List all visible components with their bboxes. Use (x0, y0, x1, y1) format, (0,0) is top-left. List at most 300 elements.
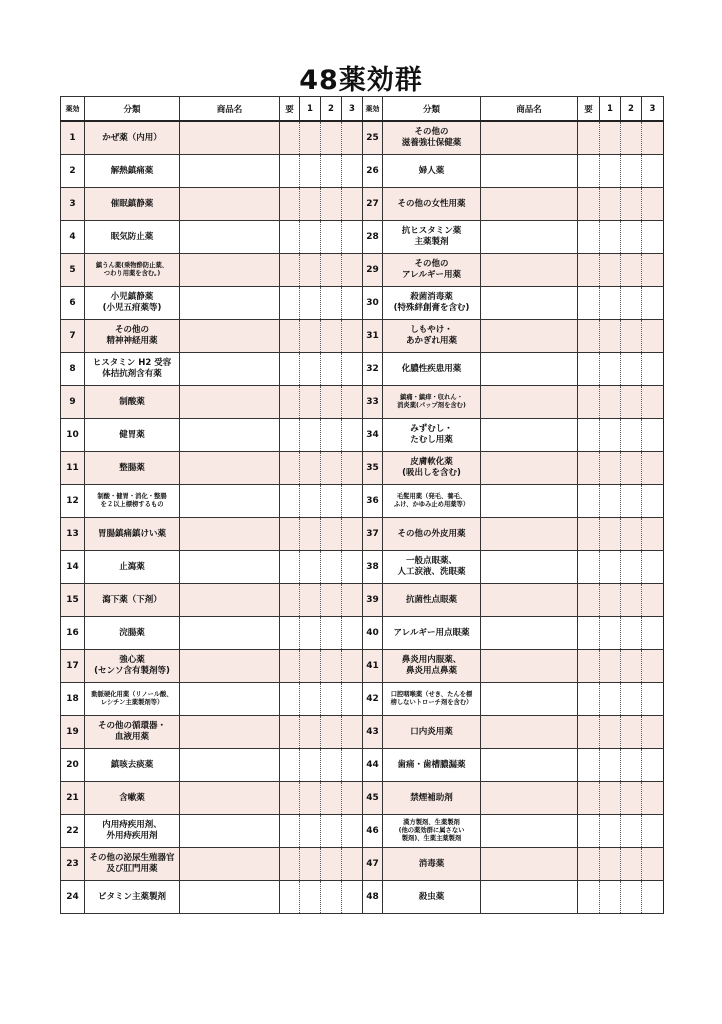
check-cell-3[interactable] (642, 386, 664, 419)
check-cell-3[interactable] (642, 188, 664, 221)
table-row (61, 155, 363, 188)
check-cell-1[interactable] (600, 617, 621, 650)
category-cell: 小児鎮静薬 (小児五疳薬等) (85, 287, 180, 320)
product-name-cell[interactable] (180, 419, 280, 452)
check-cell-2[interactable] (621, 419, 642, 452)
check-cell-1[interactable] (300, 683, 321, 716)
product-name-cell[interactable] (180, 683, 280, 716)
check-cell-2[interactable] (621, 287, 642, 320)
required-cell[interactable] (578, 749, 600, 782)
check-cell-1[interactable] (600, 749, 621, 782)
check-cell-3[interactable] (642, 584, 664, 617)
check-cell-2[interactable] (621, 518, 642, 551)
required-cell[interactable] (578, 353, 600, 386)
category-cell: その他の アレルギー用薬 (383, 254, 481, 287)
check-cell-3[interactable] (342, 848, 363, 881)
product-name-cell[interactable] (180, 452, 280, 485)
table-row (61, 320, 363, 353)
check-cell-1[interactable] (300, 815, 321, 848)
table-row (61, 584, 363, 617)
check-cell-3[interactable] (642, 848, 664, 881)
product-name-cell[interactable] (481, 815, 578, 848)
required-cell[interactable] (578, 650, 600, 683)
product-name-cell[interactable] (481, 650, 578, 683)
table-header-row (363, 97, 664, 122)
check-cell-3[interactable] (642, 221, 664, 254)
product-name-cell[interactable] (481, 485, 578, 518)
check-cell-3[interactable] (342, 815, 363, 848)
check-cell-3[interactable] (342, 155, 363, 188)
drug-table-left (60, 96, 363, 914)
check-cell-2[interactable] (621, 617, 642, 650)
header-check-1: 1 (300, 97, 321, 122)
category-cell: 消毒薬 (383, 848, 481, 881)
check-cell-1[interactable] (600, 254, 621, 287)
check-cell-1[interactable] (300, 155, 321, 188)
required-cell[interactable] (578, 815, 600, 848)
check-cell-2[interactable] (321, 188, 342, 221)
check-cell-3[interactable] (642, 551, 664, 584)
row-number: 3 (61, 188, 85, 221)
check-cell-1[interactable] (300, 485, 321, 518)
check-cell-2[interactable] (321, 848, 342, 881)
check-cell-1[interactable] (600, 485, 621, 518)
product-name-cell[interactable] (481, 551, 578, 584)
product-name-cell[interactable] (481, 221, 578, 254)
table-row (363, 716, 664, 749)
check-cell-1[interactable] (600, 287, 621, 320)
check-cell-1[interactable] (300, 650, 321, 683)
row-number: 30 (363, 287, 383, 320)
row-number: 46 (363, 815, 383, 848)
required-cell[interactable] (280, 749, 300, 782)
category-cell: 殺虫薬 (383, 881, 481, 914)
check-cell-1[interactable] (600, 848, 621, 881)
product-name-cell[interactable] (481, 518, 578, 551)
check-cell-3[interactable] (342, 683, 363, 716)
check-cell-2[interactable] (321, 650, 342, 683)
check-cell-2[interactable] (321, 452, 342, 485)
check-cell-3[interactable] (342, 782, 363, 815)
check-cell-2[interactable] (321, 518, 342, 551)
category-cell: 皮膚軟化薬 (吸出しを含む) (383, 452, 481, 485)
product-name-cell[interactable] (481, 353, 578, 386)
row-number: 14 (61, 551, 85, 584)
check-cell-2[interactable] (321, 221, 342, 254)
check-cell-3[interactable] (642, 287, 664, 320)
check-cell-2[interactable] (621, 353, 642, 386)
product-name-cell[interactable] (180, 287, 280, 320)
header-required: 要 (280, 97, 300, 122)
row-number: 20 (61, 749, 85, 782)
required-cell[interactable] (578, 221, 600, 254)
required-cell[interactable] (578, 518, 600, 551)
category-cell: 催眠鎮静薬 (85, 188, 180, 221)
table-row (61, 254, 363, 287)
check-cell-2[interactable] (621, 155, 642, 188)
check-cell-1[interactable] (600, 419, 621, 452)
table-row (363, 782, 664, 815)
required-cell[interactable] (280, 716, 300, 749)
check-cell-3[interactable] (342, 485, 363, 518)
check-cell-2[interactable] (621, 485, 642, 518)
header-required: 要 (578, 97, 600, 122)
check-cell-1[interactable] (600, 121, 621, 155)
category-cell: その他の女性用薬 (383, 188, 481, 221)
required-cell[interactable] (578, 287, 600, 320)
check-cell-2[interactable] (621, 749, 642, 782)
product-name-cell[interactable] (180, 485, 280, 518)
check-cell-2[interactable] (621, 584, 642, 617)
product-name-cell[interactable] (180, 155, 280, 188)
table-row (61, 353, 363, 386)
product-name-cell[interactable] (481, 155, 578, 188)
check-cell-1[interactable] (300, 782, 321, 815)
check-cell-3[interactable] (642, 716, 664, 749)
required-cell[interactable] (280, 650, 300, 683)
check-cell-2[interactable] (321, 683, 342, 716)
required-cell[interactable] (280, 320, 300, 353)
check-cell-2[interactable] (321, 815, 342, 848)
check-cell-1[interactable] (600, 221, 621, 254)
category-cell: 動脈硬化用薬（リノール酸、 レシチン主薬製剤等） (85, 683, 180, 716)
check-cell-1[interactable] (300, 287, 321, 320)
check-cell-3[interactable] (642, 320, 664, 353)
check-cell-3[interactable] (642, 155, 664, 188)
check-cell-2[interactable] (321, 584, 342, 617)
check-cell-2[interactable] (321, 749, 342, 782)
product-name-cell[interactable] (180, 881, 280, 914)
check-cell-3[interactable] (342, 881, 363, 914)
required-cell[interactable] (578, 716, 600, 749)
required-cell[interactable] (578, 617, 600, 650)
product-name-cell[interactable] (481, 386, 578, 419)
check-cell-1[interactable] (300, 386, 321, 419)
category-cell: ビタミン主薬製剤 (85, 881, 180, 914)
header-no: 薬効 (61, 97, 85, 122)
check-cell-1[interactable] (600, 815, 621, 848)
check-cell-2[interactable] (321, 485, 342, 518)
check-cell-1[interactable] (600, 353, 621, 386)
check-cell-1[interactable] (600, 320, 621, 353)
required-cell[interactable] (578, 683, 600, 716)
check-cell-1[interactable] (300, 518, 321, 551)
product-name-cell[interactable] (481, 749, 578, 782)
header-product: 商品名 (481, 97, 578, 122)
check-cell-3[interactable] (342, 419, 363, 452)
category-cell: 整腸薬 (85, 452, 180, 485)
table-row (363, 121, 664, 155)
check-cell-1[interactable] (600, 386, 621, 419)
required-cell[interactable] (280, 617, 300, 650)
product-name-cell[interactable] (180, 584, 280, 617)
required-cell[interactable] (280, 584, 300, 617)
product-name-cell[interactable] (180, 254, 280, 287)
check-cell-3[interactable] (642, 617, 664, 650)
check-cell-1[interactable] (300, 121, 321, 155)
product-name-cell[interactable] (481, 716, 578, 749)
category-cell: 制酸・健胃・消化・整腸 を２以上標榜するもの (85, 485, 180, 518)
required-cell[interactable] (280, 254, 300, 287)
required-cell[interactable] (578, 320, 600, 353)
product-name-cell[interactable] (180, 551, 280, 584)
check-cell-2[interactable] (321, 254, 342, 287)
product-name-cell[interactable] (180, 386, 280, 419)
required-cell[interactable] (280, 221, 300, 254)
check-cell-2[interactable] (621, 121, 642, 155)
product-name-cell[interactable] (481, 584, 578, 617)
check-cell-3[interactable] (342, 188, 363, 221)
check-cell-1[interactable] (300, 353, 321, 386)
check-cell-1[interactable] (300, 188, 321, 221)
check-cell-2[interactable] (621, 551, 642, 584)
check-cell-1[interactable] (600, 650, 621, 683)
table-row (363, 419, 664, 452)
check-cell-3[interactable] (642, 419, 664, 452)
category-cell: 抗ヒスタミン薬 主薬製剤 (383, 221, 481, 254)
row-number: 17 (61, 650, 85, 683)
check-cell-3[interactable] (342, 121, 363, 155)
required-cell[interactable] (578, 188, 600, 221)
check-cell-3[interactable] (342, 353, 363, 386)
check-cell-2[interactable] (321, 782, 342, 815)
product-name-cell[interactable] (481, 254, 578, 287)
check-cell-1[interactable] (300, 749, 321, 782)
product-name-cell[interactable] (481, 287, 578, 320)
check-cell-2[interactable] (321, 320, 342, 353)
product-name-cell[interactable] (180, 121, 280, 155)
product-name-cell[interactable] (180, 650, 280, 683)
check-cell-2[interactable] (321, 617, 342, 650)
row-number: 11 (61, 452, 85, 485)
check-cell-1[interactable] (600, 155, 621, 188)
required-cell[interactable] (280, 155, 300, 188)
category-cell: その他の循環器・ 血液用薬 (85, 716, 180, 749)
product-name-cell[interactable] (481, 683, 578, 716)
required-cell[interactable] (578, 881, 600, 914)
table-row (61, 551, 363, 584)
check-cell-1[interactable] (600, 716, 621, 749)
required-cell[interactable] (280, 815, 300, 848)
product-name-cell[interactable] (180, 518, 280, 551)
check-cell-3[interactable] (342, 617, 363, 650)
required-cell[interactable] (578, 584, 600, 617)
check-cell-1[interactable] (600, 518, 621, 551)
category-cell: その他の外皮用薬 (383, 518, 481, 551)
required-cell[interactable] (578, 121, 600, 155)
required-cell[interactable] (578, 848, 600, 881)
check-cell-3[interactable] (342, 518, 363, 551)
check-cell-1[interactable] (600, 452, 621, 485)
required-cell[interactable] (280, 881, 300, 914)
check-cell-2[interactable] (321, 551, 342, 584)
check-cell-1[interactable] (600, 188, 621, 221)
check-cell-3[interactable] (642, 815, 664, 848)
check-cell-1[interactable] (300, 848, 321, 881)
product-name-cell[interactable] (481, 881, 578, 914)
check-cell-2[interactable] (621, 683, 642, 716)
required-cell[interactable] (280, 518, 300, 551)
check-cell-1[interactable] (600, 584, 621, 617)
check-cell-3[interactable] (342, 254, 363, 287)
required-cell[interactable] (280, 683, 300, 716)
header-check-3: 3 (342, 97, 363, 122)
header-check-2: 2 (321, 97, 342, 122)
product-name-cell[interactable] (180, 353, 280, 386)
product-name-cell[interactable] (180, 320, 280, 353)
check-cell-1[interactable] (300, 551, 321, 584)
product-name-cell[interactable] (481, 121, 578, 155)
row-number: 21 (61, 782, 85, 815)
table-row (61, 716, 363, 749)
required-cell[interactable] (280, 551, 300, 584)
product-name-cell[interactable] (180, 782, 280, 815)
check-cell-2[interactable] (321, 716, 342, 749)
check-cell-3[interactable] (342, 452, 363, 485)
check-cell-2[interactable] (621, 188, 642, 221)
check-cell-2[interactable] (321, 155, 342, 188)
check-cell-3[interactable] (642, 254, 664, 287)
check-cell-2[interactable] (621, 386, 642, 419)
check-cell-3[interactable] (342, 287, 363, 320)
check-cell-2[interactable] (621, 320, 642, 353)
check-cell-1[interactable] (300, 716, 321, 749)
required-cell[interactable] (280, 287, 300, 320)
check-cell-1[interactable] (300, 584, 321, 617)
table-row (61, 683, 363, 716)
check-cell-2[interactable] (321, 386, 342, 419)
category-cell: アレルギー用点眼薬 (383, 617, 481, 650)
check-cell-3[interactable] (342, 551, 363, 584)
check-cell-2[interactable] (621, 716, 642, 749)
required-cell[interactable] (280, 353, 300, 386)
check-cell-3[interactable] (642, 518, 664, 551)
check-cell-2[interactable] (321, 353, 342, 386)
check-cell-1[interactable] (300, 452, 321, 485)
row-number: 16 (61, 617, 85, 650)
required-cell[interactable] (578, 782, 600, 815)
category-cell: 婦人薬 (383, 155, 481, 188)
row-number: 37 (363, 518, 383, 551)
required-cell[interactable] (578, 254, 600, 287)
product-name-cell[interactable] (180, 221, 280, 254)
check-cell-2[interactable] (621, 650, 642, 683)
table-row (61, 221, 363, 254)
row-number: 4 (61, 221, 85, 254)
check-cell-1[interactable] (300, 881, 321, 914)
check-cell-3[interactable] (642, 881, 664, 914)
check-cell-2[interactable] (321, 287, 342, 320)
check-cell-1[interactable] (300, 254, 321, 287)
required-cell[interactable] (578, 485, 600, 518)
product-name-cell[interactable] (180, 716, 280, 749)
check-cell-3[interactable] (342, 584, 363, 617)
product-name-cell[interactable] (180, 617, 280, 650)
product-name-cell[interactable] (481, 782, 578, 815)
check-cell-3[interactable] (642, 650, 664, 683)
product-name-cell[interactable] (180, 749, 280, 782)
row-number: 6 (61, 287, 85, 320)
table-row (363, 386, 664, 419)
required-cell[interactable] (280, 386, 300, 419)
required-cell[interactable] (578, 386, 600, 419)
category-cell: 眠気防止薬 (85, 221, 180, 254)
check-cell-3[interactable] (342, 386, 363, 419)
product-name-cell[interactable] (481, 188, 578, 221)
check-cell-3[interactable] (642, 121, 664, 155)
required-cell[interactable] (280, 419, 300, 452)
check-cell-2[interactable] (621, 815, 642, 848)
check-cell-2[interactable] (621, 782, 642, 815)
required-cell[interactable] (280, 121, 300, 155)
check-cell-3[interactable] (342, 650, 363, 683)
check-cell-3[interactable] (342, 221, 363, 254)
required-cell[interactable] (280, 452, 300, 485)
check-cell-3[interactable] (342, 716, 363, 749)
check-cell-1[interactable] (600, 881, 621, 914)
check-cell-3[interactable] (642, 485, 664, 518)
product-name-cell[interactable] (481, 419, 578, 452)
row-number: 25 (363, 121, 383, 155)
category-cell: その他の 精神神経用薬 (85, 320, 180, 353)
required-cell[interactable] (280, 485, 300, 518)
required-cell[interactable] (280, 782, 300, 815)
check-cell-2[interactable] (621, 254, 642, 287)
check-cell-3[interactable] (642, 353, 664, 386)
check-cell-2[interactable] (621, 221, 642, 254)
check-cell-1[interactable] (300, 419, 321, 452)
product-name-cell[interactable] (481, 848, 578, 881)
table-row (363, 749, 664, 782)
check-cell-1[interactable] (300, 320, 321, 353)
check-cell-1[interactable] (300, 221, 321, 254)
check-cell-1[interactable] (600, 551, 621, 584)
check-cell-3[interactable] (342, 749, 363, 782)
required-cell[interactable] (280, 848, 300, 881)
check-cell-2[interactable] (321, 419, 342, 452)
row-number: 27 (363, 188, 383, 221)
category-cell: 鎮咳去痰薬 (85, 749, 180, 782)
required-cell[interactable] (578, 452, 600, 485)
check-cell-3[interactable] (642, 683, 664, 716)
required-cell[interactable] (578, 551, 600, 584)
required-cell[interactable] (280, 188, 300, 221)
required-cell[interactable] (578, 419, 600, 452)
product-name-cell[interactable] (481, 617, 578, 650)
table-row (61, 419, 363, 452)
product-name-cell[interactable] (481, 320, 578, 353)
category-cell: その他の泌尿生殖器官 及び肛門用薬 (85, 848, 180, 881)
category-cell: 抗菌性点眼薬 (383, 584, 481, 617)
check-cell-3[interactable] (642, 452, 664, 485)
check-cell-2[interactable] (621, 848, 642, 881)
check-cell-2[interactable] (321, 881, 342, 914)
check-cell-1[interactable] (600, 782, 621, 815)
product-name-cell[interactable] (180, 188, 280, 221)
check-cell-1[interactable] (600, 683, 621, 716)
check-cell-2[interactable] (321, 121, 342, 155)
check-cell-3[interactable] (342, 320, 363, 353)
check-cell-3[interactable] (642, 782, 664, 815)
product-name-cell[interactable] (180, 815, 280, 848)
required-cell[interactable] (578, 155, 600, 188)
check-cell-2[interactable] (621, 881, 642, 914)
check-cell-2[interactable] (621, 452, 642, 485)
product-name-cell[interactable] (180, 848, 280, 881)
check-cell-1[interactable] (300, 617, 321, 650)
check-cell-3[interactable] (642, 749, 664, 782)
product-name-cell[interactable] (481, 452, 578, 485)
